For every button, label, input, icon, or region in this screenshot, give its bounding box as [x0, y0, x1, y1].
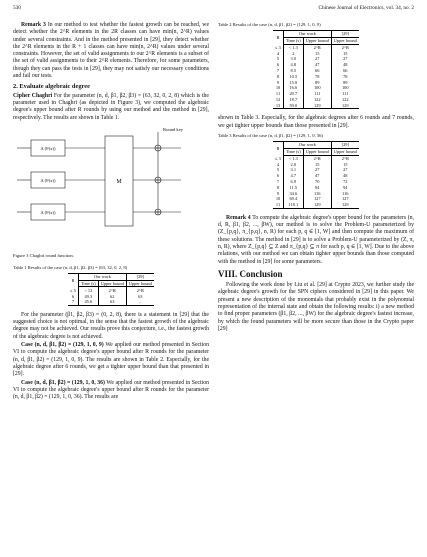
journal-title: Chinese Journal of Electronics, vol. 34, no. 2: [318, 5, 414, 11]
right-column: [218, 22, 414, 334]
table-3-col-header: [273, 148, 359, 155]
case-2-text: We applied our method presented in Section VI to compute the algebraic degree's upper bound after R rounds for the parameter (n, d, β1, β2) = (129, 1, 0, 36). The results are: [13, 379, 209, 401]
table-cell: 15: [331, 50, 359, 56]
table-row: [68, 299, 154, 305]
table-cell: 15: [303, 161, 331, 167]
round-key-label: Round key: [163, 126, 184, 132]
table-cell: 7: [68, 299, 78, 305]
table-cell: 6: [71, 293, 75, 299]
table-2-col-time: Time (s): [283, 37, 303, 44]
m-label: M: [116, 178, 122, 185]
table-3-col-ub2: Upper bound: [331, 148, 359, 155]
table-cell: 100: [331, 85, 359, 91]
table-cell: 7: [276, 179, 280, 185]
table-cell: 66: [331, 68, 359, 74]
remark-4: [218, 215, 414, 266]
table-cell: 70: [303, 179, 331, 185]
table-cell: 118.1: [283, 202, 303, 208]
table-cell: 15.0: [283, 79, 303, 85]
table-cell: 78: [303, 74, 331, 80]
table-cell: 2^R: [126, 287, 154, 293]
table-cell: 47: [303, 62, 331, 68]
conclusion-paragraph: Following the work done by Liu et al. [29] at Crypto 2023, we further study the algebraic degree's growth for the SPN ciphers considered in [29] in this paper. We present a new description of the monomials that probably exist in the polynomial representation of the internal state and obtain the following results: i) a new method to find proper parameters (β1, β2, ..., βW) for the algebraic degree's fastest increase, by which the found parameters will be more secure than those in the Crypto paper [29]: [218, 282, 414, 332]
table-cell: 100: [303, 85, 331, 91]
section-heading-evaluate: 2. Evaluate algebraic degree: [13, 83, 90, 91]
table-1-col-ub: Upper bound: [98, 280, 126, 287]
table-cell: 7: [276, 68, 280, 74]
paragraph-table-3-intro: shown in Table 3. Especially, for the algebraic degrees after 6 rounds and 7 rounds, we get tighter upper bounds than those presented in [29].: [218, 115, 414, 129]
table-row: [273, 202, 359, 208]
table-cell: 34.6: [283, 190, 303, 196]
table-cell: 6: [276, 62, 280, 68]
table-cell: 10.5: [283, 74, 303, 80]
table-cell: 8.5: [283, 68, 303, 74]
remark-4-title: Remark 4: [226, 214, 251, 221]
table-1-col-time: Time (s): [78, 280, 98, 287]
table-cell: 18.7: [283, 97, 303, 103]
table-cell: 4: [276, 161, 280, 167]
table-cell: 27: [331, 56, 359, 62]
table-cell: 66: [303, 68, 331, 74]
table-cell: 8: [276, 184, 280, 190]
table-cell: 122: [331, 97, 359, 103]
case-1-text: We applied our method presented in Section VI to compute the algebraic degree's upper bound after R rounds for the parameter (n, d, β1, β2) = (129, 1, 0, 9). The results are shown in Table 2. Especially, for the algebraic degree after 6 rounds, we get a tighter upper bound than that presented in [29].: [13, 342, 209, 378]
table-3-body: [273, 155, 359, 208]
table-cell: 47: [303, 173, 331, 179]
table-cell: 8: [276, 73, 280, 79]
table-cell: 45.6: [78, 299, 98, 305]
table-2-group-header: [273, 31, 359, 38]
table-cell: 63: [126, 293, 154, 299]
table-1-caption: Table 1 Results of the case (n, d, β1, β2, β3) = (63, 32, 0, 2, 8): [13, 264, 128, 270]
table-cell: 62: [98, 293, 126, 299]
chaghri-round-diagram: [13, 126, 209, 252]
table-cell: 122: [303, 97, 331, 103]
table-cell: 69.4: [283, 196, 303, 202]
table-cell: 72: [331, 179, 359, 185]
table-2-col-header: [273, 37, 359, 44]
table-cell: 2^R: [303, 155, 331, 161]
table-cell: 27: [331, 167, 359, 173]
figure-3: [13, 126, 209, 262]
table-1-group-ref: [29]: [126, 273, 154, 280]
table-1-col-header: [68, 280, 154, 287]
table-cell: 11: [275, 91, 281, 97]
table-cell: 4.8: [283, 62, 303, 68]
table-1-col-ub2: Upper bound: [126, 280, 154, 287]
section-heading-conclusion: VIII. Conclusion: [218, 268, 283, 279]
left-column: [13, 22, 209, 402]
table-cell: 2: [283, 50, 303, 56]
case-1-title: Case (n, d, β1, β2) = (129, 1, 0, 9): [21, 342, 104, 349]
case-2-title: Case (n, d, β1, β2) = (129, 1, 0, 36): [21, 379, 105, 386]
table-2-group-ours: Our work: [283, 31, 331, 38]
table-cell: < 1.3: [283, 44, 303, 50]
table-cell: 10: [275, 85, 281, 91]
table-cell: 2^R: [331, 44, 359, 50]
table-3-col-time: Time (s): [283, 148, 303, 155]
table-cell: 129: [303, 202, 331, 208]
table-cell: 6.9: [283, 179, 303, 185]
remark-3-title: Remark 3: [21, 22, 46, 28]
table-cell: –: [126, 299, 154, 305]
table-3-caption: Table 3 Results of the case (n, d, β1, β2) = (129, 1, 0, 36): [218, 132, 323, 138]
table-2-col-r: R: [273, 31, 283, 45]
table-1-col-r: R: [68, 273, 78, 287]
table-cell: 2.0: [283, 161, 303, 167]
table-cell: < 1.3: [283, 155, 303, 161]
table-cell: 4: [276, 50, 280, 56]
table-cell: 2^R: [303, 44, 331, 50]
table-cell: 11.5: [283, 185, 303, 191]
table-cell: 9: [276, 79, 280, 85]
table-cell: ≤ 3: [275, 44, 281, 50]
table-3-col-r: R: [273, 141, 283, 155]
remark-3: [13, 22, 209, 80]
table-3: [273, 141, 359, 209]
table-cell: 116: [331, 190, 359, 196]
remark-4-text: To compute the algebraic degree's upper bound for the parameters (n, d, R, β1, β2, ..., βW), our method is to solve the Problem-U parameterized by (Z_{p,q}, π_{p,q}, n, R) for each p, q ∈ [1, W] and then compute the maximum of these solutions. The method in [29] is to solve a Problem-U parameterized by (Z, π, n, R), where Z_{p,q} ⊆ Z and π_{p,q} ⊆ π for each p, q ∈ [1, W]. Due to the above relations, with our method we can obtain tighter upper bounds than those computed with the method in [29] for some parameters.: [218, 214, 414, 265]
table-1: [68, 273, 154, 306]
table-cell: 3.0: [283, 56, 303, 62]
table-cell: 5: [276, 167, 280, 173]
table-cell: 111: [331, 91, 359, 97]
table-cell: 48: [331, 173, 359, 179]
table-cell: 10: [275, 196, 281, 202]
table-cell: 12: [275, 97, 281, 103]
case-1-paragraph: [13, 342, 209, 378]
table-cell: 127: [331, 196, 359, 202]
case-2-paragraph: [13, 380, 209, 402]
page-number: 530: [13, 5, 21, 11]
table-cell: 129: [331, 202, 359, 208]
table-2-body: [273, 44, 359, 109]
table-cell: 4.7: [283, 173, 303, 179]
table-cell: 13: [273, 103, 283, 109]
table-2-group-ref: [29]: [331, 31, 359, 38]
table-cell: 2^R: [98, 287, 126, 293]
table-cell: 6: [276, 173, 280, 179]
table-3-group-ours: Our work: [283, 141, 331, 148]
table-cell: ≤ 5: [70, 287, 76, 293]
table-2: [273, 30, 359, 109]
table-cell: 9: [276, 190, 280, 196]
table-cell: 2^R: [331, 155, 359, 161]
table-cell: 89: [331, 79, 359, 85]
a-box-1-label: A (P(x)): [40, 145, 56, 151]
paragraph-after-table-1: For the parameter (β1, β2, β3) = (0, 2, 8), there is a statement in [29] that the suggested choice is not optimal, in the sense that the fastest growth of the algebraic degree may not be achieved. Our results prove this conjecture, i.e., the fastest growth of the algebraic degree is not achieved.: [13, 311, 209, 340]
table-cell: 48: [331, 62, 359, 68]
table-cell: 111: [303, 91, 331, 97]
table-cell: 15: [331, 161, 359, 167]
table-cell: 78: [331, 74, 359, 80]
table-cell: 3.1: [283, 167, 303, 173]
table-1-group-ours: Our work: [78, 273, 126, 280]
a-box-3-label: A (P(x)): [40, 209, 56, 215]
table-cell: 127: [303, 196, 331, 202]
table-cell: 27: [303, 167, 331, 173]
table-cell: 20.7: [283, 91, 303, 97]
table-cell: 5: [276, 56, 280, 62]
table-3-group-ref: [29]: [331, 141, 359, 148]
table-cell: 89: [303, 79, 331, 85]
cipher-chaghri-paragraph: [13, 93, 209, 122]
table-cell: 27: [303, 56, 331, 62]
table-row: [273, 103, 359, 109]
table-3-group-header: [273, 141, 359, 148]
table-cell: 16.6: [283, 85, 303, 91]
table-cell: 63: [98, 299, 126, 305]
table-cell: 94: [303, 185, 331, 191]
remark-3-text: In our method to test whether the fastest growth can be reached, we detect whether the 2^R elements in the 2R classes can have min(n, 2^R) values under several constraints. And in the method presented in [29], they detect whether the 2^R elements in the R + 1 classes can have min(n, 2^R) values under several constraints. However, the set of valid assignments to our 2^R elements is a subset of the set of valid assignments to their 2^R elements. Therefore, for some parameters, though they can pass the tests in [29], they may not satisfy our necessary conditions and fail our tests.: [13, 22, 209, 80]
table-cell: 129: [331, 103, 359, 109]
table-cell: 94: [331, 185, 359, 191]
table-cell: 129: [303, 103, 331, 109]
table-cell: 49.3: [78, 293, 98, 299]
a-box-2-label: A (P(x)): [40, 177, 56, 183]
table-cell: 116: [303, 190, 331, 196]
cipher-chaghri-title: Cipher Chaghri: [13, 92, 53, 99]
table-cell: ≤ 3: [275, 155, 281, 161]
running-header: [13, 5, 414, 14]
table-2-col-ub2: Upper bound: [331, 37, 359, 44]
table-2-caption: Table 2 Results of the case (n, d, β1, β2) = (129, 1, 0, 9): [218, 22, 321, 27]
table-cell: 15: [303, 50, 331, 56]
table-2-col-ub: Upper bound: [303, 37, 331, 44]
cipher-chaghri-text: For the parameter (n, d, β1, β2, β3) = (63, 32, 0, 2, 8) which is the parameter used in Chaghri (as depicted in Figure 3), we computed the algebraic degree's upper bound after R rounds by using our method and the method in [29], respectively. The results are shown in Table 1.: [13, 92, 209, 121]
table-3-col-ub: Upper bound: [303, 148, 331, 155]
figure-3-caption: Figure 3 Chaghri round function.: [13, 252, 74, 258]
table-cell: < 12: [78, 287, 98, 293]
table-cell: 59.0: [283, 103, 303, 109]
table-1-group-header: [68, 273, 154, 280]
table-cell: 11: [273, 202, 283, 208]
